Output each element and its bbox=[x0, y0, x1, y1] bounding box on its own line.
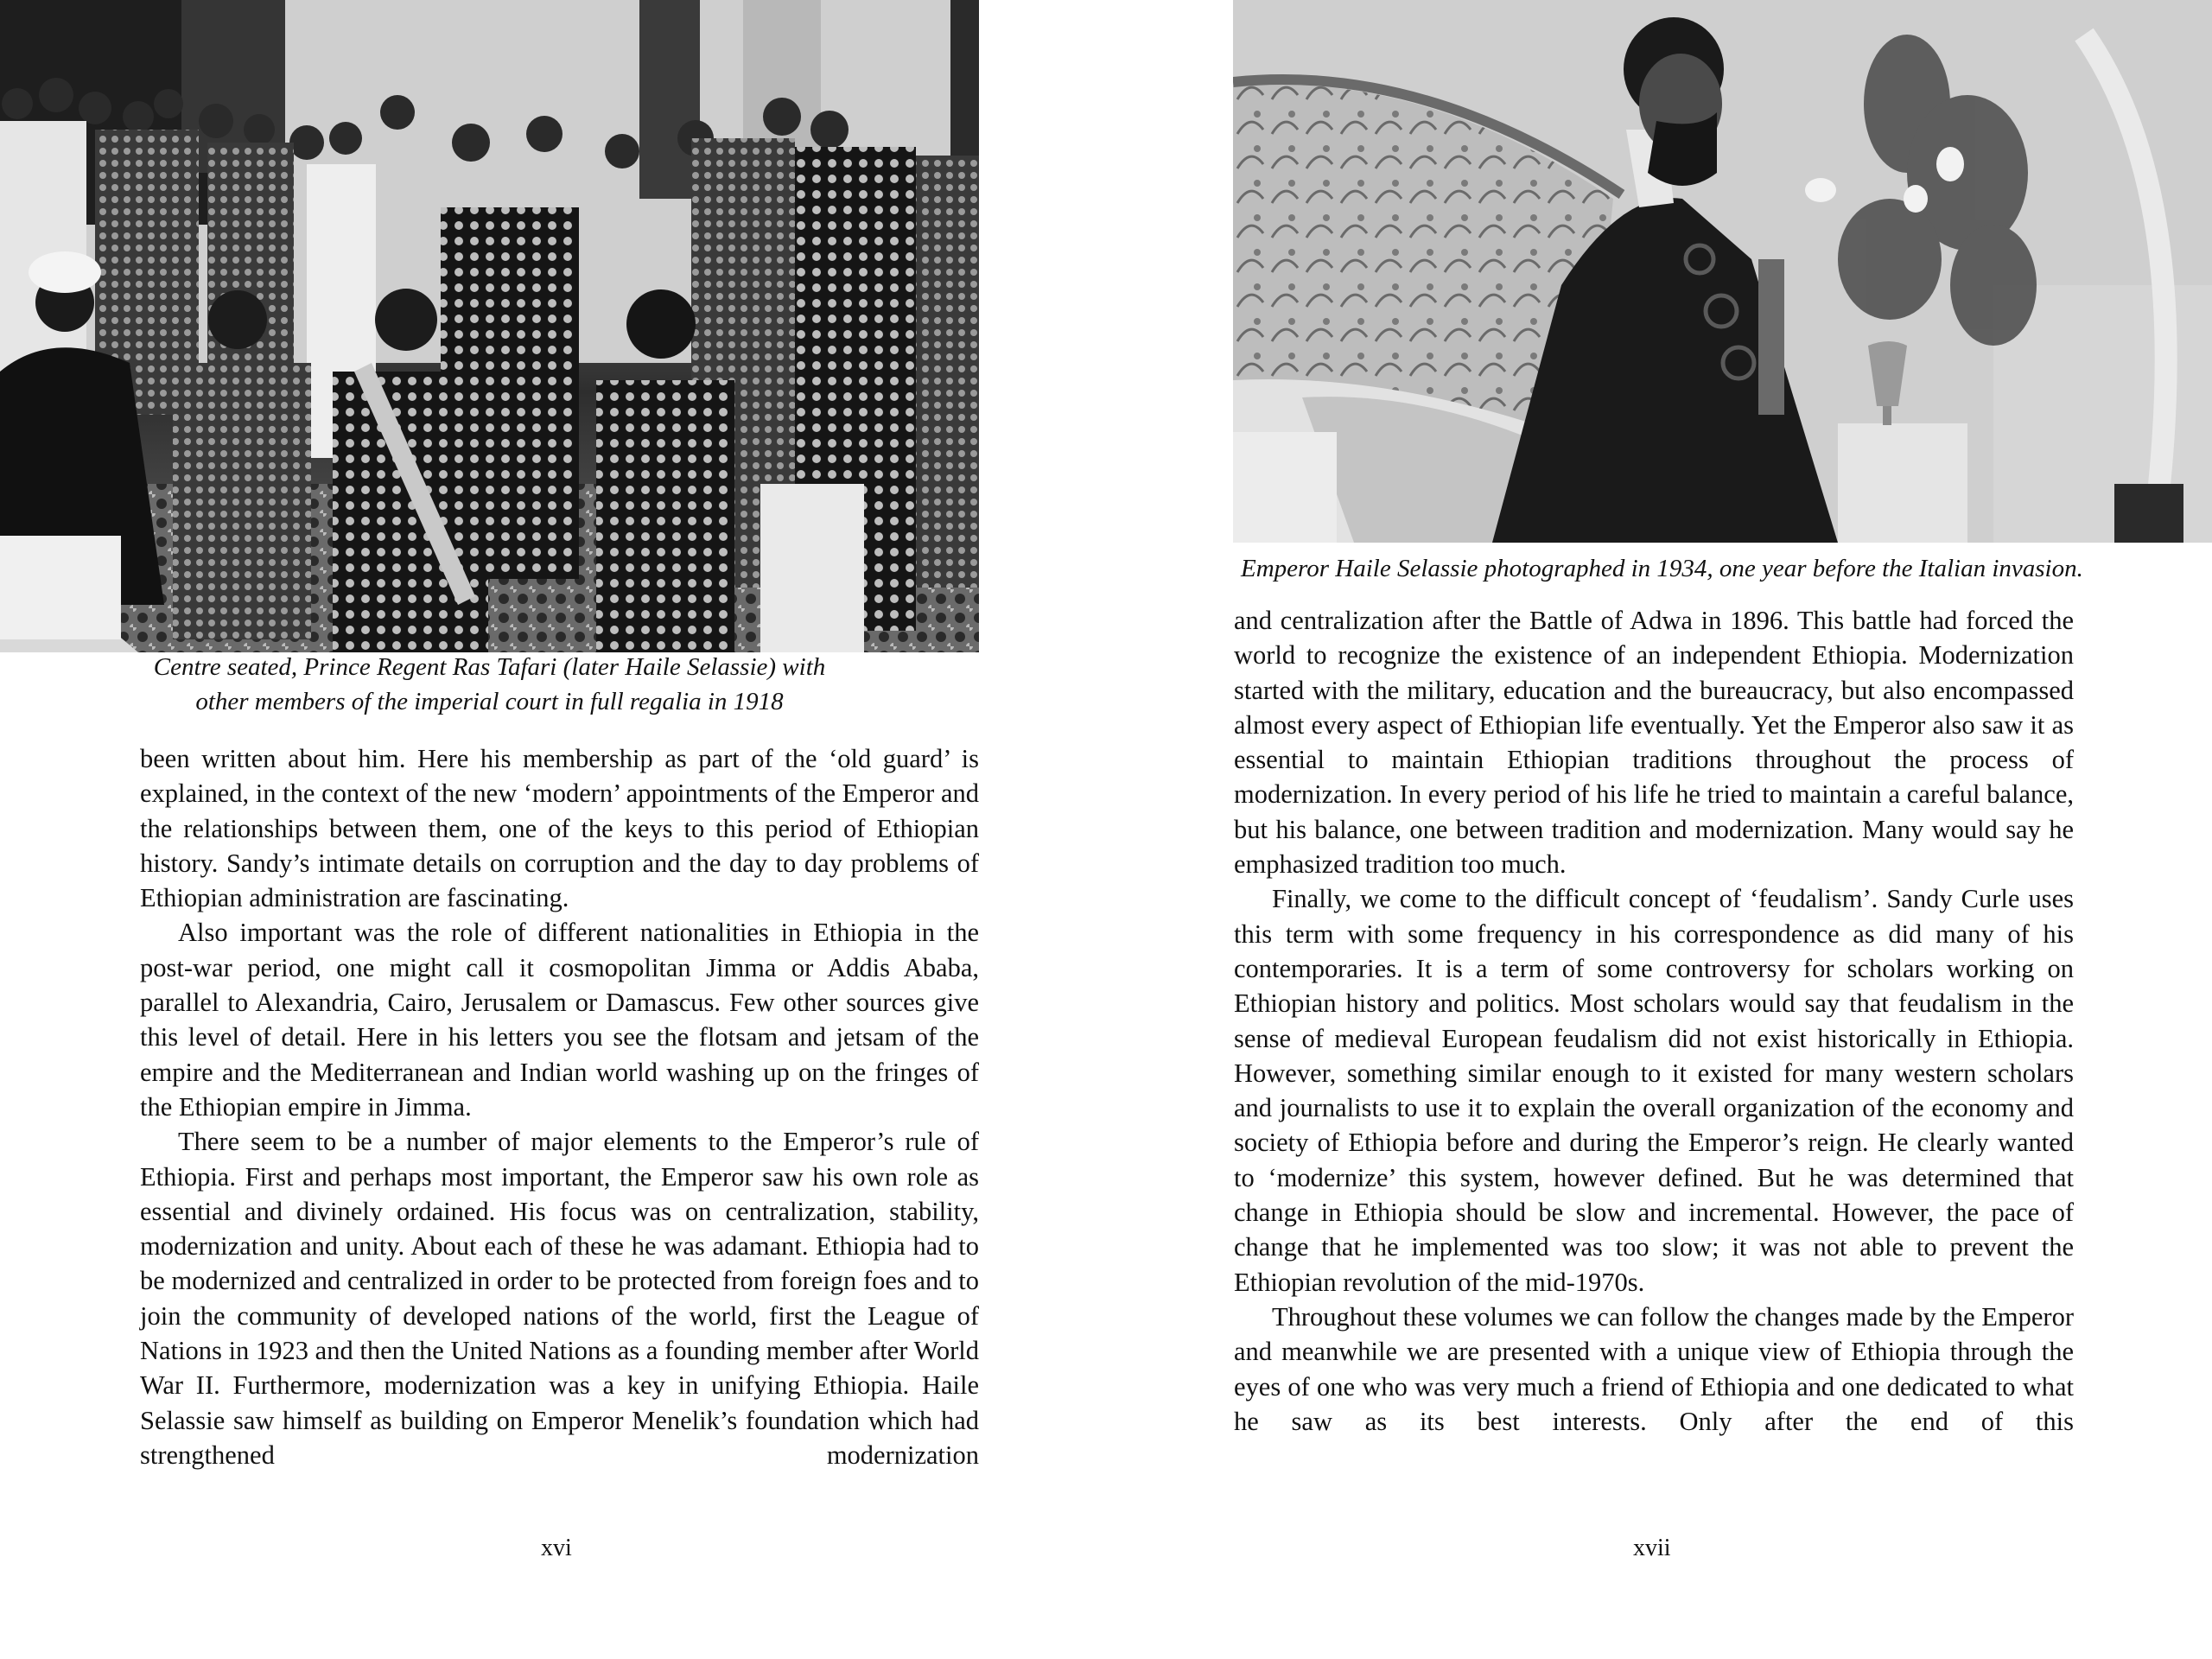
photo-haile-selassie-1934 bbox=[1233, 0, 2212, 543]
photo-haile-selassie-image bbox=[1233, 0, 2212, 543]
paragraph: Finally, we come to the difficult concept of ‘feudalism’. Sandy Curle uses this term with some frequency in his correspondence as did many of his contemporaries. It is a term of some controversy for scholars working on Ethiopian history and politics. Most scholars would say that feudalism in the sense of medieval European feudalism did not exist historically in Ethiopia. However, something similar enough to it existed for many western scholars and journalists to use it to explain the overall organization of the economy and society of Ethiopia before and during the Emperor’s reign. He clearly wanted to ‘modernize’ this system, however defined. But he was determined that change in Ethiopia should be slow and incremental. However, the pace of change that he implemented was too slow; it was not able to prevent the Ethiopian revolution of the mid-1970s. bbox=[1234, 884, 2074, 1297]
photo-caption-right: Emperor Haile Selassie photographed in 1934, one year before the Italian invasion. bbox=[1241, 555, 2083, 582]
paragraph: Also important was the role of different nationalities in Ethiopia in the post-war period, one might call it cosmopolitan Jimma or Addis Ababa, parallel to Alexandria, Cairo, Jerusalem or Damascus. Few other sources give this level of detail. Here in his letters you see the flotsam and jetsam of the empire and the Mediterranean and Indian world washing up on the fringes of the Ethiopian empire in Jimma. bbox=[140, 918, 979, 1122]
body-text-left-page bbox=[140, 741, 979, 1472]
paragraph: There seem to be a number of major elements to the Emperor’s rule of Ethiopia. First and perhaps most important, the Emperor saw his own role as essential and divinely ordained. His focus was on centralization, stability, modernization and unity. About each of these he was adamant. Ethiopia had to be modernized and centralized in order to be protected from foreign foes and to join the community of developed nations of the world, first the League of Nations in 1923 and then the United Nations as a founding member after World War II. Furthermore, modernization was a key in unifying Ethiopia. Haile Selassie saw himself as building on Emperor Menelik’s foundation which had strengthened modernization bbox=[140, 1127, 979, 1470]
paragraph: been written about him. Here his membership as part of the ‘old guard’ is explained, in the context of the new ‘modern’ appointments of the Emperor and the relationships between them, one of the keys to this period of Ethiopian history. Sandy’s intimate details on corruption and the day to day problems of Ethiopian administration are fascinating. bbox=[140, 744, 979, 913]
body-text-right-page bbox=[1234, 603, 2074, 1439]
photo-imperial-court-image bbox=[0, 0, 979, 652]
page-number-right: xvii bbox=[1633, 1535, 1671, 1561]
caption-line: other members of the imperial court in full regalia in 1918 bbox=[195, 688, 784, 715]
paragraph: Throughout these volumes we can follow the changes made by the Emperor and meanwhile we are presented with a unique view of Ethiopia through the eyes of one who was very much a friend of Ethiopia and one dedicated to what he saw as its best interests. Only after the end of this bbox=[1234, 1301, 2074, 1436]
caption-line: Centre seated, Prince Regent Ras Tafari (later Haile Selassie) with bbox=[153, 653, 826, 681]
paragraph: and centralization after the Battle of Adwa in 1896. This battle had forced the world to recognize the existence of an independent Ethiopia. Modernization started with the military, education and the bureaucracy, but also encompassed almost every aspect of Ethiopian life eventually. Yet the Emperor also saw it as essential to maintain Ethiopian traditions throughout the process of modernization. In every period of his life he tried to maintain a careful balance, but his balance, one between tradition and modernization. Many would say he emphasized tradition too much. bbox=[1234, 606, 2074, 880]
page-number-left: xvi bbox=[541, 1535, 572, 1561]
photo-caption-left bbox=[121, 650, 858, 719]
photo-imperial-court-1918 bbox=[0, 0, 979, 652]
